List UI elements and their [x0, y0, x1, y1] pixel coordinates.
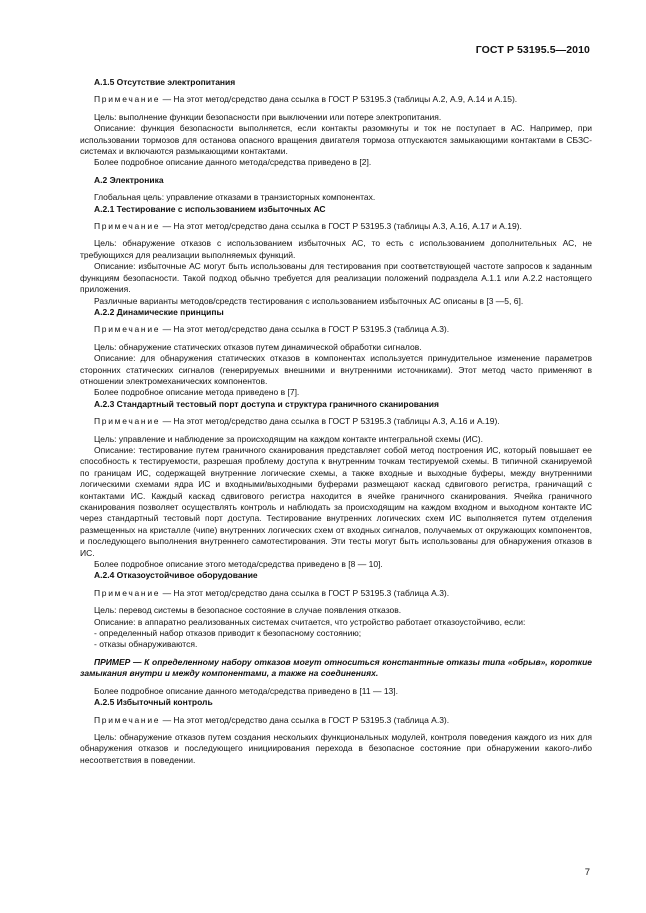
note-label: Примечание — [94, 221, 161, 232]
note-a22 — [80, 324, 592, 335]
page-number: 7 — [584, 867, 590, 878]
page-content — [80, 77, 592, 766]
note-text: — На этот метод/средство дана ссылка в ГОСТ Р 53195.3 (таблица А.3). — [160, 324, 450, 335]
goal-a24: Цель: перевод системы в безопасное состояние в случае появления отказов. — [94, 605, 402, 616]
description-a22: Описание: для обнаружения статических отказов в компонентах используется принудительное изменение параметров сторонних статических сигналов (генерируемых внешними и внутренними источниками). Этот метод часто применяют в отношении электромеханических компонентов. — [80, 353, 592, 386]
goal-a21: Цель: обнаружение отказов с использованием избыточных АС, то есть с использованием дополнительных АС, не требующихся для реализации выполняемых функций. — [80, 238, 592, 260]
section-title-a21: А.2.1 Тестирование с использованием избыточных АС — [94, 203, 326, 214]
note-text: — На этот метод/средство дана ссылка в ГОСТ Р 53195.3 (таблица А.3). — [160, 587, 450, 598]
goal-a2: Глобальная цель: управление отказами в транзисторных компонентах. — [94, 192, 376, 203]
note-label: Примечание — [94, 416, 161, 427]
goal-a23: Цель: управление и наблюдение за происходящим на каждом контакте интегральной схемы (ИС). — [94, 433, 483, 444]
reference-a22: Более подробное описание метода приведено в [7]. — [94, 387, 300, 398]
section-title-a15: А.1.5 Отсутствие электропитания — [94, 77, 236, 87]
list-item-safe-state: - определенный набор отказов приводит к безопасному состоянию; — [94, 628, 362, 639]
goal-a15: Цель: выполнение функции безопасности при выключении или потере электропитания. — [94, 111, 442, 122]
section-title-a24: А.2.4 Отказоустойчивое оборудование — [94, 570, 258, 581]
reference-a23: Более подробное описание этого метода/средства приведено в [8 — 10]. — [94, 559, 383, 570]
reference-a21: Различные варианты методов/средств тестирования с использованием избыточных АС описаны в [3 —5, 6]. — [94, 295, 524, 306]
note-text: — На этот метод/средство дана ссылка в ГОСТ Р 53195.3 (таблицы А.2, А.9, А.14 и А.15). — [160, 94, 518, 105]
description-a24: Описание: в аппаратно реализованных системах считается, что устройство работает отказоустойчиво, если: — [94, 616, 526, 627]
note-text: — На этот метод/средство дана ссылка в ГОСТ Р 53195.3 (таблица А.3). — [160, 714, 450, 725]
description-a23: Описание: тестирование путем граничного сканирования представляет собой метод построения ИС, который повышает ее способность к тестируемости, разрешая проблему доступа к внутренним точкам тестируемой схемы. В типичной сканируемой по границам ИС, содержащей внутренние логические схемы, а также входные и выходные буферы, между внутренними логическими схемами ядра ИС и входными/выходными буферами размещают каскад сдвигового регистра, граничащий с контактами ИС. Каждый каскад сдвигового регистра находится в ячейке граничного сканирования. Ячейка граничного сканирования позволяет осуществлять контроль и наблюдать за происходящим на каждом входном и выходном контакте ИС через стандартный тестовый порт доступа. Тестирование внутренних логических схем ИС выполняется путем отделения размещенных на кристалле (чипе) внутренних логических схем от входных сигналов, получаемых от окружающих компонентов, и последующего выполнения внутреннего самотестирования. Эти тесты могут быть использованы для обнаружения отказов в ИС. — [80, 444, 592, 558]
reference-a24: Более подробное описание данного метода/средства приведено в [11 — 13]. — [94, 685, 398, 696]
section-title-a2: А.2 Электроника — [94, 174, 164, 185]
section-title-a23: А.2.3 Стандартный тестовый порт доступа и структура граничного сканирования — [94, 398, 439, 409]
note-label: Примечание — [94, 714, 161, 725]
note-a15 — [80, 94, 592, 105]
description-a15: Описание: функция безопасности выполняется, если контакты разомкнуты и ток не поступает в АС. Например, при использовании тормозов для останова опасного вращения двигателя тормоза отпускаются замыкающими контактами в СБЗС-системах и включаются размыкающими контактами. — [80, 123, 592, 157]
note-a25 — [80, 715, 592, 726]
goal-a22: Цель: обнаружение статических отказов путем динамической обработки сигналов. — [94, 341, 422, 352]
note-text: — На этот метод/средство дана ссылка в ГОСТ Р 53195.3 (таблицы А.3, А.16, А.17 и А.19). — [160, 221, 522, 232]
note-text: — На этот метод/средство дана ссылка в ГОСТ Р 53195.3 (таблицы А.3, А.16 и А.19). — [160, 416, 500, 427]
note-a21 — [80, 221, 592, 232]
section-title-a25: А.2.5 Избыточный контроль — [94, 697, 213, 708]
note-label: Примечание — [94, 94, 161, 105]
note-label: Примечание — [94, 324, 161, 335]
section-title-a22: А.2.2 Динамические принципы — [94, 306, 224, 317]
note-a24 — [80, 588, 592, 599]
note-label: Примечание — [94, 587, 161, 598]
document-number: ГОСТ Р 53195.5—2010 — [475, 44, 590, 56]
example-a24: ПРИМЕР — К определенному набору отказов могут относиться константные отказы типа «обрыв», короткие замыкания внутри и между компонентами, а также на соединениях. — [80, 656, 592, 679]
goal-a25: Цель: обнаружение отказов путем создания нескольких функциональных модулей, контроля поведения каждого из них для обнаружения отказов и последующего инициирования перехода в безопасное состояние при обнаружении какого-либо несоответствия в поведении. — [80, 731, 592, 765]
note-a23 — [80, 416, 592, 427]
list-item-detected: - отказы обнаруживаются. — [94, 639, 198, 650]
description-a21: Описание: избыточные АС могут быть использованы для тестирования при соответствующей частоте запросов к заданным функциям безопасности. Такой подход обычно требуется для реализации положений подраздела А.1.1 или А.2.2 настоящего приложения. — [80, 261, 592, 295]
reference-a15: Более подробное описание данного метода/средства приведено в [2]. — [94, 157, 372, 168]
